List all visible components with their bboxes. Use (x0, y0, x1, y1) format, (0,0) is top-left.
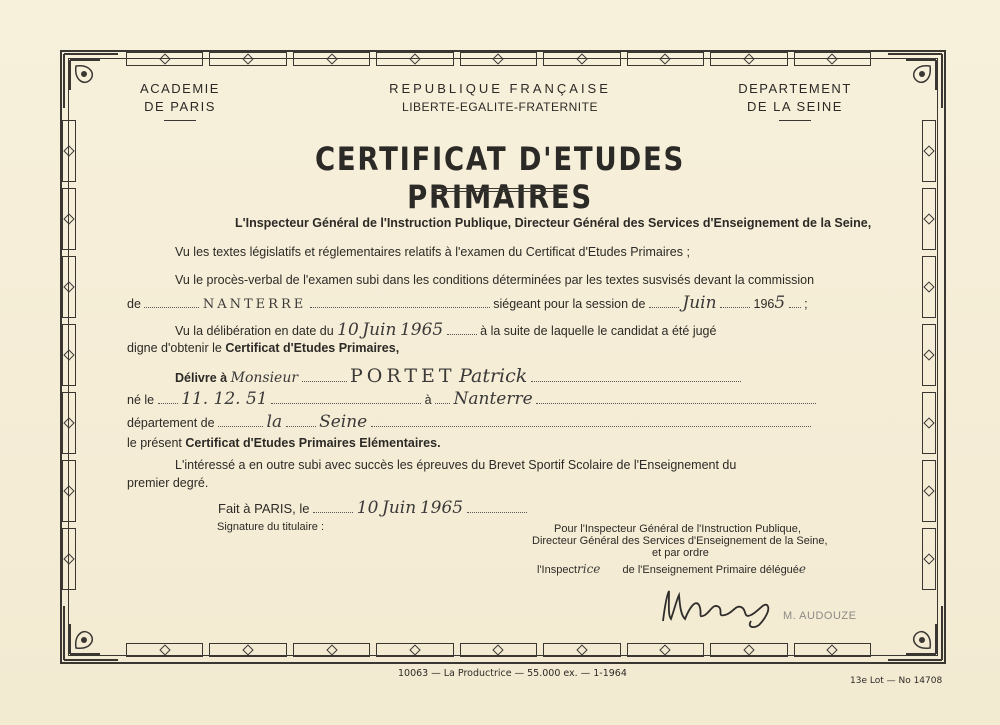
birth-place: Nanterre (453, 389, 533, 409)
republique-line: REPUBLIQUE FRANÇAISE (389, 81, 611, 96)
header-departement (720, 80, 870, 121)
corner-ornament-icon (60, 602, 122, 664)
vu-deliberation-label: Vu la délibération en date du (175, 324, 334, 338)
present-line (127, 436, 441, 450)
inspect-prefix: l'Inspect (537, 564, 578, 576)
candidate-first-name: Patrick (459, 365, 528, 387)
interesse-line-1: L'intéressé a en outre subi avec succès les épreuves du Brevet Sportif Scolaire de l'Enseignement du (175, 458, 737, 472)
interesse-line-2: premier degré. (127, 476, 209, 490)
deliberation-month: Juin (362, 320, 397, 340)
pour-line-2: Directeur Général des Services d'Enseignement de la Seine, (532, 535, 828, 547)
delivre-title: Monsieur (230, 370, 299, 386)
pour-line-3: et par ordre (652, 547, 709, 559)
birth-line (127, 389, 816, 409)
fait-label: Fait à PARIS, le (218, 501, 310, 516)
semicolon: ; (804, 297, 808, 311)
inspectrice-line (537, 562, 806, 576)
vu-textes-line: Vu les textes législatifs et réglementaires relatifs à l'examen du Certificat d'Etudes Primaires ; (175, 245, 690, 259)
border-band-bottom (126, 643, 871, 657)
delivre-label: Délivre à (175, 371, 228, 385)
present-label: le présent (127, 436, 182, 450)
border-band-top (126, 52, 871, 66)
department-line (127, 412, 811, 432)
session-year-prefix: 196 (753, 297, 775, 311)
siegeant-label: siégeant pour la session de (493, 297, 646, 311)
departement-value: Seine (319, 412, 368, 432)
digne-bold: Certificat d'Etudes Primaires, (225, 341, 400, 355)
session-year-digit: 5 (774, 293, 786, 313)
certificate-title: CERTIFICAT D'ETUDES PRIMAIRES (314, 140, 686, 216)
corner-ornament-icon (60, 50, 122, 112)
delivre-line (175, 365, 741, 387)
printer-info: 10063 — La Productrice — 55.000 ex. — 1-1964 (398, 668, 627, 679)
stamp-name: M. AUDOUZE (783, 610, 857, 622)
digne-label: digne d'obtenir le (127, 341, 222, 355)
academie-line1: ACADEMIE (140, 81, 220, 96)
commission-value: NANTERRE (202, 297, 307, 312)
deliberation-year: 1965 (399, 320, 444, 340)
pour-line-1: Pour l'Inspecteur Général de l'Instruction Publique, (554, 523, 801, 535)
header-republique (330, 80, 670, 116)
departement-line1: DEPARTEMENT (738, 81, 852, 96)
departement-article: la (266, 412, 283, 432)
candidate-last-name: PORTET (350, 365, 456, 387)
present-bold: Certificat d'Etudes Primaires Elémentaires. (185, 436, 441, 450)
academie-line2: DE PARIS (144, 99, 216, 114)
inspector-line: L'Inspecteur Général de l'Instruction Publique, Directeur Général des Services d'Enseignement de la Seine, (235, 216, 872, 230)
fait-line (218, 498, 527, 518)
corner-ornament-icon (884, 602, 946, 664)
departement-label: département de (127, 416, 215, 430)
corner-ornament-icon (884, 50, 946, 112)
signature-titulaire-label: Signature du titulaire : (217, 521, 325, 533)
de-label: de (127, 297, 141, 311)
lot-info: 13e Lot — No 14708 (850, 676, 943, 686)
digne-line (127, 341, 399, 355)
vu-deliberation-suffix: à la suite de laquelle le candidat a été jugé (480, 324, 717, 338)
deliberation-line (175, 320, 716, 340)
fait-day: 10 (356, 498, 379, 518)
handwritten-signature (655, 585, 785, 630)
deliberation-day: 10 (337, 320, 359, 340)
header-academie (120, 80, 240, 121)
border-band-right (922, 120, 936, 590)
fait-month: Juin (382, 498, 417, 518)
commission-line (127, 293, 808, 313)
inspect-hand-2: e (798, 562, 807, 576)
session-month: Juin (682, 293, 717, 313)
departement-line2: DE LA SEINE (747, 99, 843, 114)
title-underline (432, 188, 567, 192)
a-label: à (424, 393, 432, 407)
inspect-hand: rice (577, 562, 601, 576)
fait-year: 1965 (419, 498, 464, 518)
birth-date: 11. 12. 51 (181, 389, 268, 409)
border-band-left (62, 120, 76, 590)
vu-proces-verbal-line: Vu le procès-verbal de l'examen subi dans les conditions déterminées par les textes susvisés devant la commission (175, 273, 815, 287)
inspect-suffix: de l'Enseignement Primaire délégué (622, 564, 799, 576)
devise-line: LIBERTE-EGALITE-FRATERNITE (402, 100, 598, 114)
ne-label: né le (127, 393, 155, 407)
